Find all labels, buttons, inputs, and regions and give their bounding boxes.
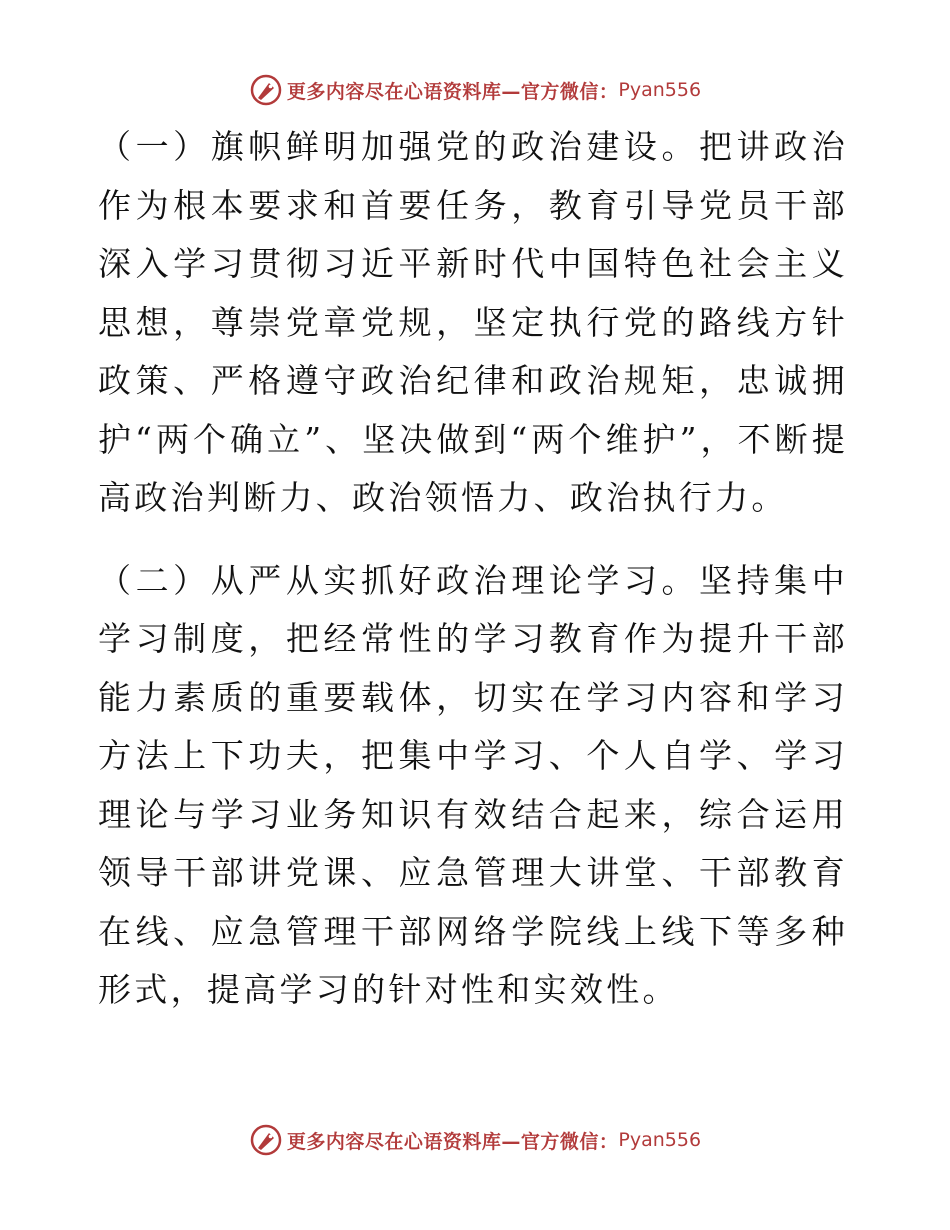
paragraph-2: （二）从严从实抓好政治理论学习。坚持集中学习制度，把经常性的学习教育作为提升干部能力素质的重要载体，切实在学习内容和学习方法上下功夫，把集中学习、个人自学、学习理论与学习业务知识有效结合起来，综合运用领导干部讲党课、应急管理大讲堂、干部教育在线、应急管理干部网络学院线上线下等多种形式，提高学习的针对性和实效性。: [98, 560, 848, 1009]
watermark-text: 更多内容尽在心语资料库—官方微信：: [286, 1130, 619, 1153]
watermark-account: Pyan556: [618, 1129, 702, 1151]
footer-watermark: [0, 1120, 950, 1160]
header-watermark: [0, 70, 950, 110]
paragraph-1: （一）旗帜鲜明加强党的政治建设。把讲政治作为根本要求和首要任务，教育引导党员干部深入学习贯彻习近平新时代中国特色社会主义思想，尊崇党章党规，坚定执行党的路线方针政策、严格遵守政治纪律和政治规矩，忠诚拥护“两个确立”、坚决做到“两个维护”，不断提高政治判断力、政治领悟力、政治执行力。: [98, 127, 848, 517]
pen-nib-logo-icon: [249, 1123, 283, 1157]
document-body: [98, 118, 848, 1020]
watermark-text: 更多内容尽在心语资料库—官方微信：: [286, 80, 619, 103]
watermark-account: Pyan556: [618, 79, 702, 101]
pen-nib-logo-icon: [249, 73, 283, 107]
